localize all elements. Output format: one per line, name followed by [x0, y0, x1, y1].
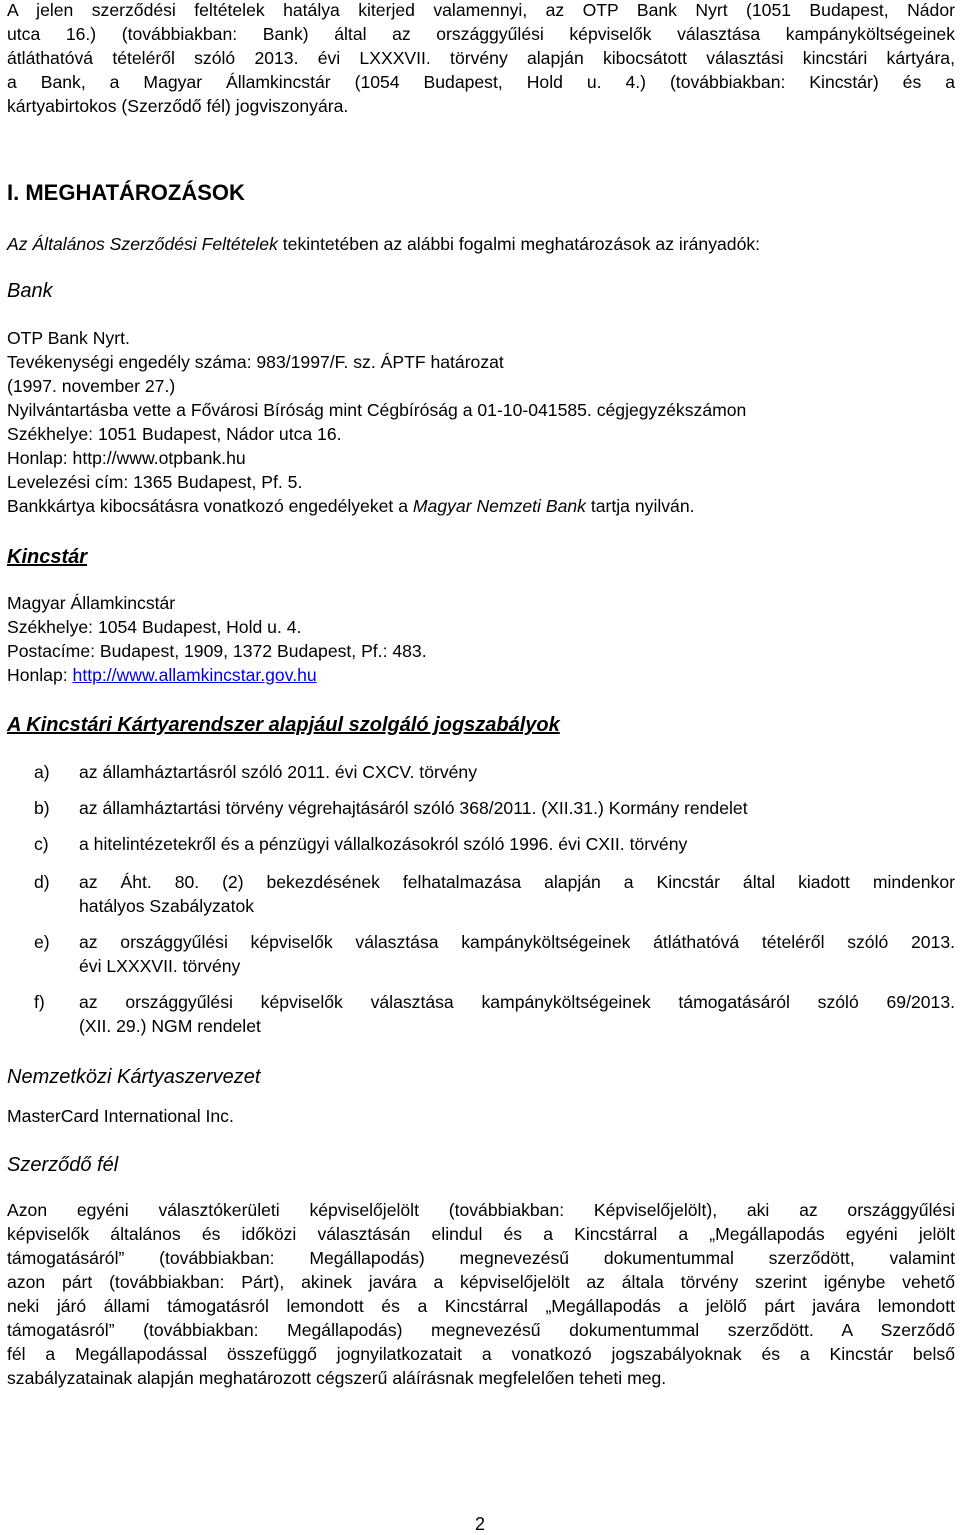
kincstar-honlap-line	[7, 663, 955, 687]
kincstar-line: Postacíme: Budapest, 1909, 1372 Budapest, Pf.: 483.	[7, 641, 427, 661]
szerzodo-line: fél a Megállapodással összefüggő jognyilatkozatait a vonatkozó jogszabályoknak és a Kincstár belső	[7, 1344, 955, 1364]
list-item-body	[79, 990, 955, 1038]
kincstar-honlap-label: Honlap:	[7, 665, 73, 685]
list-item-label: e)	[34, 932, 50, 952]
list-item-text: hatályos Szabályzatok	[79, 896, 255, 916]
szerzodo-line: támogatásról” (továbbiakban: Megállapodás) megnevezésű dokumentummal szerződött. A Szerződő	[7, 1320, 955, 1340]
list-item-text: (XII. 29.) NGM rendelet	[79, 1016, 261, 1036]
list-item-label: b)	[34, 798, 50, 818]
szerzodo-line: szabályzatainak alapján meghatározott cégszerű aláírásnak megfelelően teheti meg.	[7, 1368, 667, 1388]
mnb-post: tartja nyilván.	[585, 496, 695, 516]
list-item-label: a)	[34, 762, 50, 782]
list-item-text: a hitelintézetekről és a pénzügyi vállalkozásokról szóló 1996. évi CXII. törvény	[79, 834, 688, 854]
list-item-text: az államháztartási törvény végrehajtásáról szóló 368/2011. (XII.31.) Kormány rendelet	[79, 798, 748, 818]
bank-details	[7, 326, 955, 518]
szerzodo-line: támogatásáról” (továbbiakban: Megállapodás) megnevezésű dokumentummal szerződött, valamint	[7, 1248, 955, 1268]
bank-line: Tevékenységi engedély száma: 983/1997/F. sz. ÁPTF határozat	[7, 352, 504, 372]
laws-heading: A Kincstári Kártyarendszer alapjául szolgáló jogszabályok	[7, 714, 560, 736]
intro-line: kártyabirtokos (Szerződő fél) jogviszonyára.	[7, 96, 349, 116]
list-item-body	[79, 930, 955, 978]
list-item-label: f)	[34, 992, 45, 1012]
kincstar-heading: Kincstár	[7, 546, 88, 568]
list-item-body	[79, 870, 955, 918]
intro-line: utca 16.) (továbbiakban: Bank) által az országgyűlési képviselők választása kampányköltségeinek	[7, 24, 955, 44]
bank-line: Levelezési cím: 1365 Budapest, Pf. 5.	[7, 472, 303, 492]
bank-mnb-line	[7, 494, 955, 518]
list-item-label: d)	[34, 872, 50, 892]
section-intro	[7, 232, 955, 256]
intro-line: átláthatóvá tételéről szóló 2013. évi LXXXVII. törvény alapján kibocsátott választási kincstári kártyára,	[7, 48, 955, 68]
list-item-text: évi LXXXVII. törvény	[79, 956, 241, 976]
szerzodo-heading: Szerződő fél	[7, 1154, 119, 1176]
section-intro-rest: tekintetében az alábbi fogalmi meghatározások az irányadók:	[277, 234, 761, 254]
bank-line: Honlap: http://www.otpbank.hu	[7, 448, 246, 468]
nemzetkozi-heading: Nemzetközi Kártyaszervezet	[7, 1066, 261, 1088]
kincstar-line: Székhelye: 1054 Budapest, Hold u. 4.	[7, 617, 302, 637]
kincstar-homepage-link[interactable]: http://www.allamkincstar.gov.hu	[72, 665, 317, 685]
page-number: 2	[474, 1514, 485, 1534]
list-item-text: az Áht. 80. (2) bekezdésének felhatalmazása alapján a Kincstár által kiadott mindenkor	[79, 872, 955, 892]
bank-line: (1997. november 27.)	[7, 376, 176, 396]
list-item-text: az országgyűlési képviselők választása kampányköltségeinek támogatásáról szóló 69/2013.	[79, 992, 955, 1012]
list-item-text: az országgyűlési képviselők választása kampányköltségeinek átláthatóvá tételéről szóló 2013.	[79, 932, 955, 952]
intro-paragraph	[7, 0, 955, 118]
kincstar-details	[7, 591, 955, 687]
bank-line: Nyilvántartásba vette a Fővárosi Bíróság mint Cégbíróság a 01-10-041585. cégjegyzékszámon	[7, 400, 747, 420]
list-item-label: c)	[34, 834, 49, 854]
szerzodo-paragraph	[7, 1198, 955, 1390]
szerzodo-line: Azon egyéni választókerületi képviselőjelölt (továbbiakban: Képviselőjelölt), aki az országgyűlési	[7, 1200, 955, 1220]
szerzodo-line: azon párt (továbbiakban: Párt), akinek javára a képviselőjelölt az általa törvény szerint igénybe vehető	[7, 1272, 955, 1292]
szerzodo-line: neki járó állami támogatásról lemondott és a Kincstárral „Megállapodás a jelölő párt javára lemondott	[7, 1296, 955, 1316]
mnb-pre: Bankkártya kibocsátásra vonatkozó engedélyeket a	[7, 496, 413, 516]
kincstar-line: Magyar Államkincstár	[7, 593, 176, 613]
bank-line: Székhelye: 1051 Budapest, Nádor utca 16.	[7, 424, 342, 444]
list-item-text: az államháztartásról szóló 2011. évi CXCV. törvény	[79, 762, 478, 782]
bank-heading: Bank	[7, 280, 53, 302]
bank-line: OTP Bank Nyrt.	[7, 328, 130, 348]
intro-line: a Bank, a Magyar Államkincstár (1054 Budapest, Hold u. 4.) (továbbiakban: Kincstár) és a	[7, 72, 955, 92]
section-title: I. MEGHATÁROZÁSOK	[7, 180, 245, 205]
mnb-italic: Magyar Nemzeti Bank	[412, 496, 586, 516]
section-intro-italic: Az Általános Szerződési Feltételek	[7, 234, 278, 254]
szerzodo-line: képviselők általános és időközi választásán elindul és a Kincstárral a „Megállapodás egyéni jelölt	[7, 1224, 955, 1244]
nemzetkozi-text: MasterCard International Inc.	[7, 1106, 234, 1126]
intro-line: A jelen szerződési feltételek hatálya kiterjed valamennyi, az OTP Bank Nyrt (1051 Budapest, Nádor	[7, 0, 955, 20]
